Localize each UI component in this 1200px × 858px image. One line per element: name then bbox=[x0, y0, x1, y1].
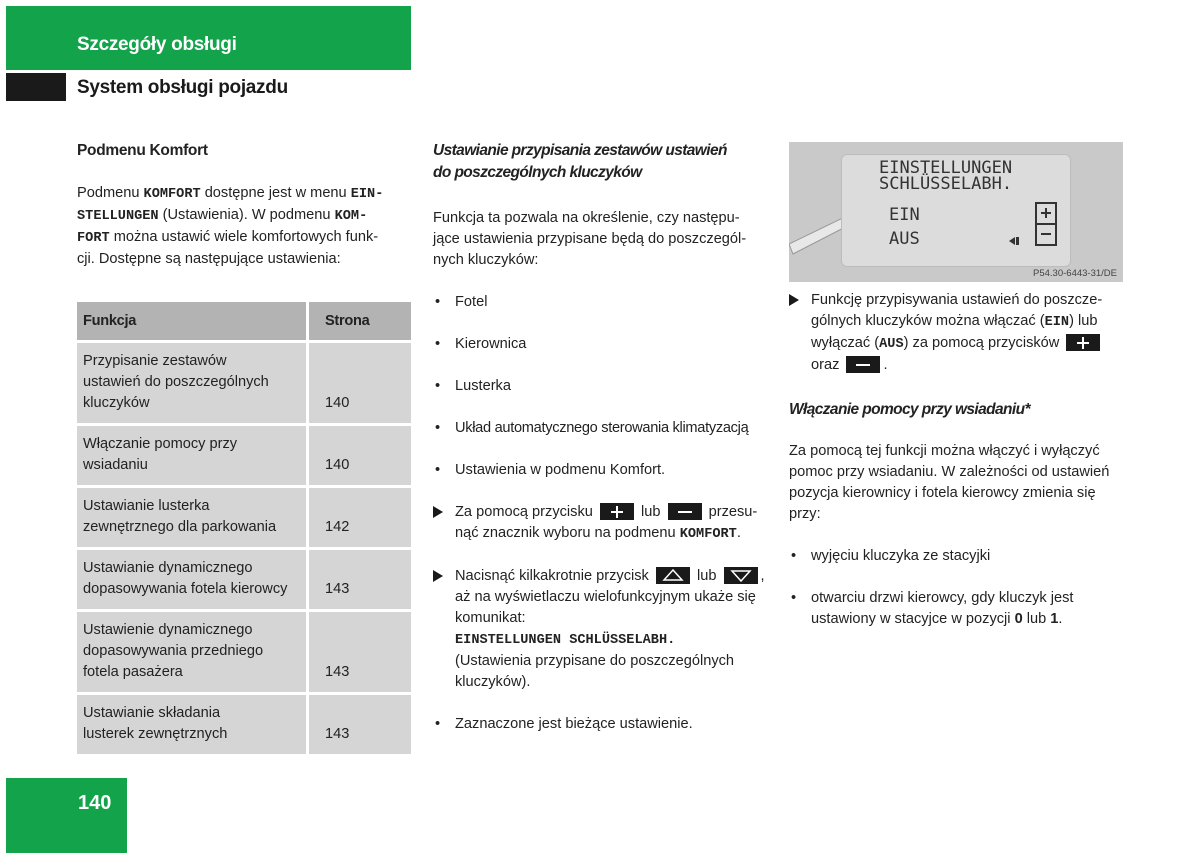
instruction-step: Funkcję przypisywania ustawień do poszcze- gólnych kluczyków można włączać (EIN) lub wyłączać (AUS) za pomocą przycisków oraz . bbox=[789, 290, 1129, 376]
step-arrow-icon bbox=[433, 570, 443, 582]
intro-paragraph: Funkcja ta pozwala na określenie, czy następu- jące ustawienia przypisane będą do poszczegól- nych kluczyków: bbox=[433, 210, 747, 268]
display-option-ein: EIN bbox=[889, 205, 920, 225]
plus-button-icon bbox=[600, 503, 634, 520]
table-header-function: Funkcja bbox=[77, 302, 308, 342]
table-row: Ustawienie dynamicznego dopasowywania przedniego fotela pasażera 143 bbox=[77, 611, 411, 694]
minus-button-icon bbox=[846, 356, 880, 373]
instruction-step: Nacisnąć kilkakrotnie przycisk lub , aż na wyświetlaczu wielofunkcyjnym ukaże się komunikat: EINSTELLUNGEN SCHLÜSSELABH. (Ustawienia przypisane do poszczególnych kluczyków). bbox=[433, 566, 771, 693]
page-ref: 143 bbox=[308, 549, 412, 611]
table-row: Włączanie pomocy przy wsiadaniu 140 bbox=[77, 425, 411, 487]
heading-podmenu-komfort: Podmenu Komfort bbox=[77, 142, 208, 159]
table-header-page: Strona bbox=[308, 302, 412, 342]
list-item: • otwarciu drzwi kierowcy, gdy kluczyk jest ustawiony w stacyjce w pozycji 0 lub 1. bbox=[789, 588, 1129, 630]
selection-marker-icon bbox=[1007, 234, 1021, 248]
functions-table bbox=[77, 302, 411, 754]
section-header-bar bbox=[6, 6, 411, 70]
entry-assist-paragraph: Za pomocą tej funkcji można włączyć i wyłączyć pomoc przy wsiadaniu. W zależności od ustawień pozycja kierownicy i fotela kierowcy zmienia się przy: bbox=[789, 443, 1110, 522]
page-number-tab bbox=[6, 778, 127, 853]
figure-code: P54.30-6443-31/DE bbox=[1033, 268, 1117, 279]
page-ref: 143 bbox=[308, 611, 412, 694]
table-row: Ustawianie składania lusterek zewnętrznych 143 bbox=[77, 694, 411, 755]
display-option-aus: AUS bbox=[889, 229, 920, 249]
heading-key-assignment: Ustawianie przypisania zestawów ustawień do poszczególnych kluczyków bbox=[433, 142, 727, 181]
page-ref: 140 bbox=[308, 342, 412, 425]
list-item: • Fotel bbox=[433, 292, 771, 313]
plus-minus-icon bbox=[1035, 202, 1057, 246]
plus-button-icon bbox=[1066, 334, 1100, 351]
list-item: • Układ automatycznego sterowania klimatyzacją bbox=[433, 418, 771, 439]
page-ref: 142 bbox=[308, 487, 412, 549]
minus-button-icon bbox=[668, 503, 702, 520]
page-ref: 140 bbox=[308, 425, 412, 487]
step-arrow-icon bbox=[433, 506, 443, 518]
table-row: Ustawianie lusterka zewnętrznego dla parkowania 142 bbox=[77, 487, 411, 549]
list-item: • Kierownica bbox=[433, 334, 771, 355]
up-button-icon bbox=[656, 567, 690, 584]
down-button-icon bbox=[724, 567, 758, 584]
column-right bbox=[789, 290, 1129, 651]
table-row: Ustawianie dynamicznego dopasowywania fotela kierowcy 143 bbox=[77, 549, 411, 611]
display-line1: EINSTELLUNGEN bbox=[879, 158, 1013, 178]
heading-entry-assist: Włączanie pomocy przy wsiadaniu* bbox=[789, 401, 1030, 418]
subsection-title: System obsługi pojazdu bbox=[77, 77, 288, 98]
display-screen bbox=[841, 154, 1071, 267]
step-arrow-icon bbox=[789, 294, 799, 306]
note-text: • Zaznaczone jest bieżące ustawienie. bbox=[433, 714, 771, 735]
multifunction-display-illustration bbox=[789, 142, 1123, 282]
subsection-marker bbox=[6, 73, 66, 101]
instruction-step: Za pomocą przycisku lub przesu- nąć znacznik wyboru na podmenu KOMFORT. bbox=[433, 502, 771, 545]
table-row: Przypisanie zestawów ustawień do poszczególnych kluczyków 140 bbox=[77, 342, 411, 425]
display-line2: SCHLÜSSELABH. bbox=[879, 174, 1013, 194]
section-title: Szczegóły obsługi bbox=[77, 34, 237, 55]
intro-paragraph: Podmenu KOMFORT dostępne jest w menu EIN- STELLUNGEN (Ustawienia). W podmenu KOM- FORT można ustawić wiele komfortowych funk- cji. Dostępne są następujące ustawienia: bbox=[77, 185, 384, 267]
list-item: • wyjęciu kluczyka ze stacyjki bbox=[789, 546, 1129, 567]
page-ref: 143 bbox=[308, 694, 412, 755]
page-number: 140 bbox=[78, 792, 112, 814]
column-middle bbox=[433, 140, 771, 756]
column-left bbox=[77, 140, 412, 270]
list-item: • Ustawienia w podmenu Komfort. bbox=[433, 460, 771, 481]
list-item: • Lusterka bbox=[433, 376, 771, 397]
